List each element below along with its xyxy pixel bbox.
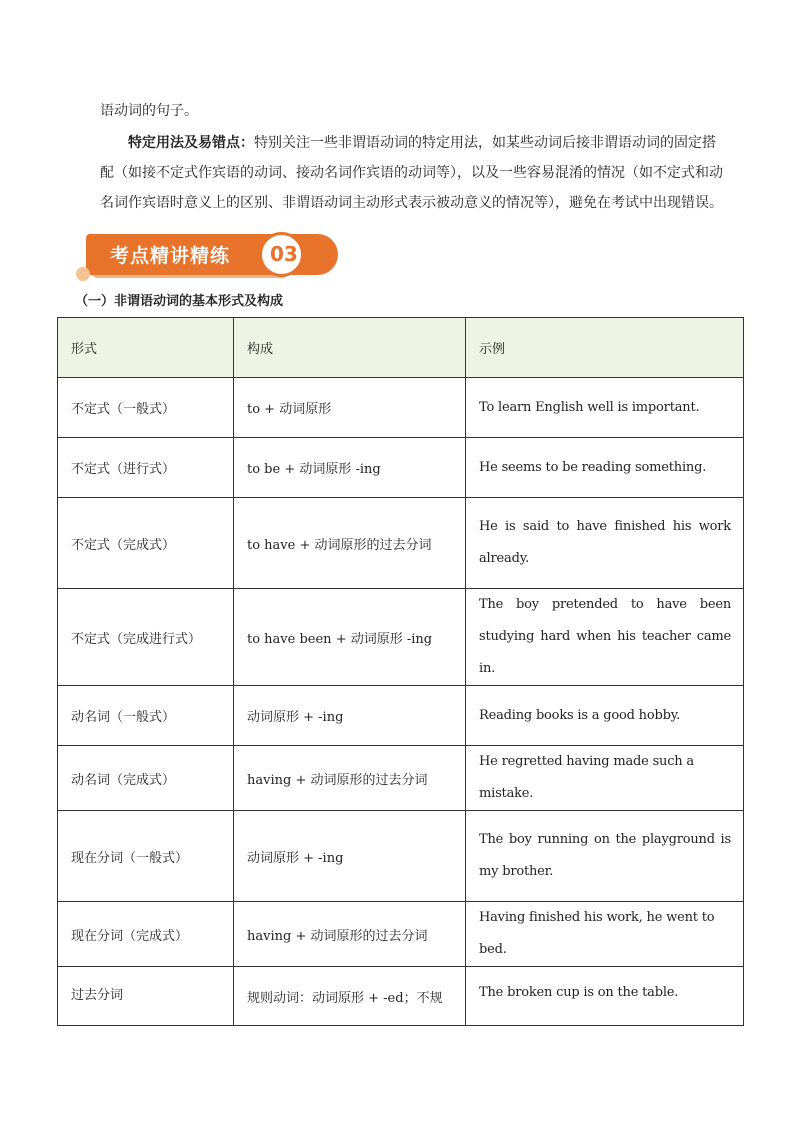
cell-form: 现在分词（完成式） (58, 902, 234, 967)
cell-example: The broken cup is on the table. (466, 967, 744, 1026)
cell-build: to have + 动词原形的过去分词 (234, 498, 466, 589)
cell-example: The boy running on the playground is my brother. (466, 811, 744, 902)
cell-build: to have been + 动词原形 -ing (234, 589, 466, 686)
table-row (58, 438, 744, 498)
table-row (58, 589, 744, 686)
table-row (58, 378, 744, 438)
intro-paragraph (100, 128, 725, 218)
table-row (58, 746, 744, 811)
cell-example: Having finished his work, he went to bed. (466, 902, 744, 967)
cell-build: having + 动词原形的过去分词 (234, 902, 466, 967)
cell-form: 不定式（完成式） (58, 498, 234, 589)
cell-form: 过去分词 (58, 967, 234, 1026)
cell-form: 不定式（一般式） (58, 378, 234, 438)
table-row (58, 967, 744, 1026)
cell-example: Reading books is a good hobby. (466, 686, 744, 746)
banner-title: 考点精讲精练 (110, 245, 231, 267)
intro-lead: 特定用法及易错点： (128, 135, 254, 151)
banner-number: 03 (270, 242, 298, 266)
cell-example: To learn English well is important. (466, 378, 744, 438)
section-heading: （一）非谓语动词的基本形式及构成 (75, 294, 284, 309)
cell-build: 规则动词：动词原形 + -ed；不规 (234, 967, 466, 1026)
cell-example: The boy pretended to have been studying hard when his teacher came in. (466, 589, 744, 686)
cell-example: He seems to be reading something. (466, 438, 744, 498)
intro-body: 特别关注一些非谓语动词的特定用法，如某些动词后接非谓语动词的固定搭配（如接不定式作宾语的动词、接动名词作宾语的动词等），以及一些容易混淆的情况（如不定式和动名词作宾语时意义上的区别、非谓语动词主动形式表示被动意义的情况等），避免在考试中出现错误。 (100, 135, 723, 211)
cell-form: 不定式（完成进行式） (58, 589, 234, 686)
table-header-row (58, 318, 744, 378)
intro-line: 语动词的句子。 (100, 103, 198, 119)
cell-form: 现在分词（一般式） (58, 811, 234, 902)
section-banner (76, 234, 306, 284)
cell-build: to be + 动词原形 -ing (234, 438, 466, 498)
cell-form: 动名词（一般式） (58, 686, 234, 746)
header-form: 形式 (58, 318, 234, 378)
table-row (58, 811, 744, 902)
header-example: 示例 (466, 318, 744, 378)
cell-form: 动名词（完成式） (58, 746, 234, 811)
cell-example: He regretted having made such a mistake. (466, 746, 744, 811)
banner-dot-icon (76, 267, 90, 281)
header-build: 构成 (234, 318, 466, 378)
cell-build: to + 动词原形 (234, 378, 466, 438)
table-row (58, 902, 744, 967)
table-row (58, 498, 744, 589)
cell-build: 动词原形 + -ing (234, 811, 466, 902)
nonfinite-forms-table (57, 317, 744, 1026)
cell-build: having + 动词原形的过去分词 (234, 746, 466, 811)
cell-example: He is said to have finished his work already. (466, 498, 744, 589)
cell-build: 动词原形 + -ing (234, 686, 466, 746)
cell-form: 不定式（进行式） (58, 438, 234, 498)
table-row (58, 686, 744, 746)
